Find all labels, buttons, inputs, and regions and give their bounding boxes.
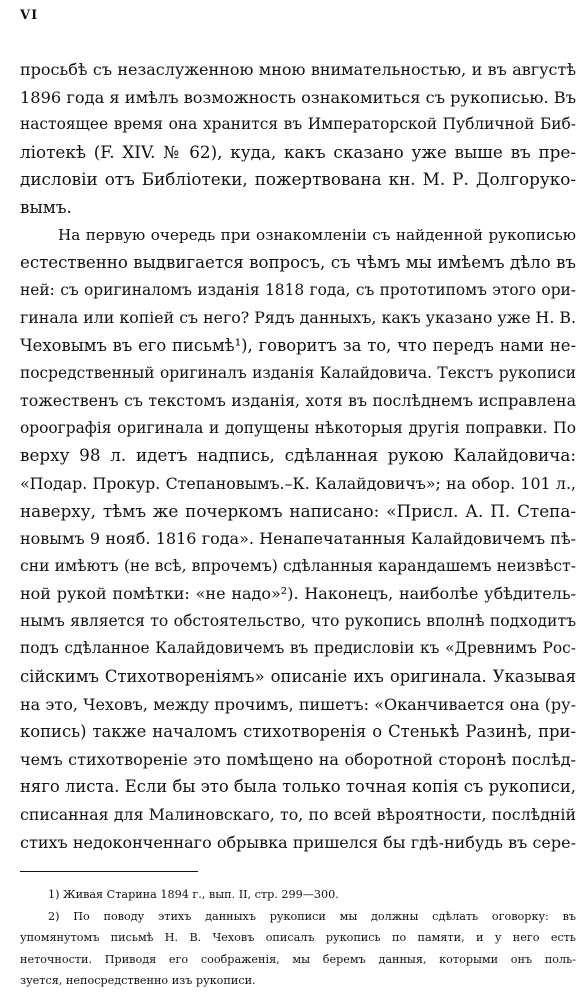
footnote-2-line: 2) По поводу этихъ данныхъ рукописи мы должны сдѣлать оговорку: въ — [48, 909, 576, 923]
text-line: ной рукой помѣтки: «не надо»²). Наконецъ, наиболѣе убѣдитель- — [20, 584, 576, 604]
text-line: наверху, тѣмъ же почеркомъ написано: «Присл. А. П. Степа- — [20, 500, 576, 521]
footnotes — [20, 884, 576, 992]
text-line: На первую очередь при ознакомленіи съ найденной рукописью — [58, 225, 576, 244]
text-line: новымъ 9 нояб. 1816 года». Ненапечатанныя Калайдовичемъ пѣ- — [20, 529, 576, 549]
text-line: посредственный оригиналъ изданія Калайдовича. Текстъ рукописи — [20, 363, 576, 382]
text-line: стихъ недоконченнаго обрывка пришелся бы гдѣ-нибудь въ сере- — [20, 832, 576, 852]
text-line: ліотекѣ (F. XIV. № 62), куда, какъ сказано уже выше въ пре- — [20, 141, 576, 162]
text-line: настоящее время она хранится въ Императорской Публичной Биб- — [20, 115, 576, 134]
footnote-2-line: неточности. Приводя его соображенія, мы беремъ данныя, которыми онъ поль- — [20, 952, 576, 966]
text-line: Чеховымъ въ его письмѣ¹), говоритъ за то, что передъ нами не- — [20, 335, 576, 355]
text-line: на это, Чеховъ, между прочимъ, пишетъ: «Оканчивается она (ру- — [20, 694, 576, 714]
text-line: списанная для Малиновскаго, то, по всей вѣроятности, послѣдній — [20, 805, 576, 825]
text-line: чемъ стихотвореніе это помѣщено на оборотной сторонѣ послѣд- — [20, 749, 576, 769]
text-line: копись) также началомъ стихотворенія о Стенькѣ Разинѣ, при- — [20, 722, 576, 742]
body-text — [20, 56, 576, 856]
text-line: нымъ является то обстоятельство, что рукопись вполнѣ подходитъ — [20, 611, 576, 630]
text-line: просьбѣ съ незаслуженною мною внимательностью, и въ августѣ — [20, 60, 576, 79]
footnote-2-line: зуется, непосредственно изъ рукописи. — [20, 974, 256, 988]
text-line: гинала или копіей съ него? Рядъ данныхъ, какъ указано уже Н. В. — [20, 308, 577, 328]
footnote-2-line: упомянутомъ письмѣ Н. В. Чеховъ описалъ рукопись по памяти, и у него есть — [20, 931, 576, 945]
text-line: верху 98 л. идетъ надпись, сдѣланная рукою Калайдовича: — [20, 445, 576, 466]
text-line: ней: съ оригиналомъ изданія 1818 года, съ прототипомъ этого ори- — [20, 280, 576, 299]
footnote-1: 1) Живая Старина 1894 г., вып. II, стр. 299—300. — [48, 888, 339, 901]
text-line: дисловіи отъ Библіотеки, пожертвована кн. М. Р. Долгоруко- — [20, 169, 576, 190]
text-line: подъ сдѣланное Калайдовичемъ въ предисловіи къ «Древнимъ Рос- — [20, 639, 576, 658]
text-line: «Подар. Прокур. Степановымъ.–К. Калайдовичъ»; на обор. 101 л., — [20, 473, 576, 493]
text-line: естественно выдвигается вопросъ, съ чѣмъ мы имѣемъ дѣло въ — [20, 253, 576, 273]
text-line: ороографія оригинала и допущены нѣкоторыя другія поправки. По — [20, 418, 576, 437]
page-number: VI — [20, 8, 39, 23]
text-line: 1896 года я имѣлъ возможность ознакомиться съ рукописью. Въ — [20, 87, 576, 107]
footnote-divider — [20, 871, 198, 872]
text-line: тожественъ съ текстомъ изданія, хотя въ послѣднемъ исправлена — [20, 391, 576, 411]
text-line: няго листа. Если бы это была только точная копія съ рукописи, — [20, 777, 576, 797]
text-line: сійскимъ Стихотвореніямъ» описаніе ихъ оригинала. Указывая — [20, 667, 576, 687]
text-line: вымъ. — [20, 196, 72, 217]
text-line: сни имѣютъ (не всѣ, впрочемъ) сдѣланныя карандашемъ неизвѣст- — [20, 556, 576, 575]
